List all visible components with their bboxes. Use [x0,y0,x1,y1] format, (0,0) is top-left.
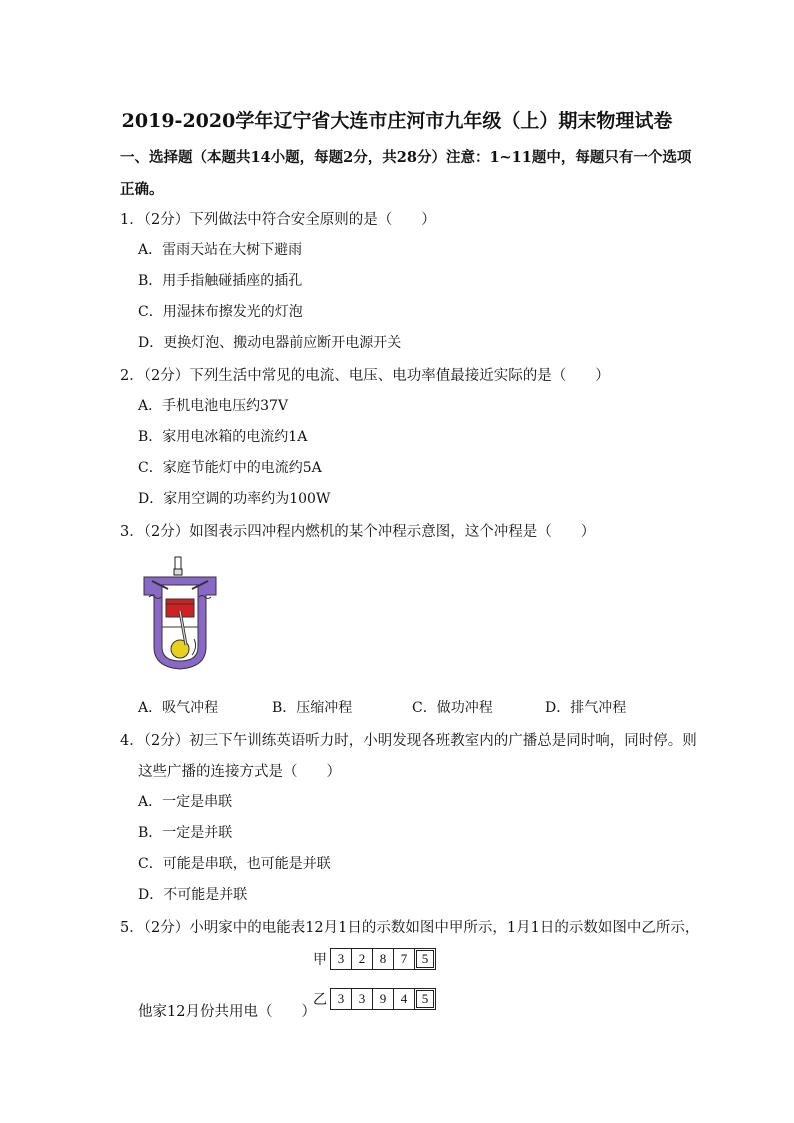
q2-option-d: D．家用空调的功率约为100W [138,491,331,507]
q1-option-a: A．雷雨天站在大树下避雨 [138,242,303,258]
q1-option-b: B．用手指触碰插座的插孔 [138,273,303,289]
meter-decimal-digit: 5 [414,988,436,1010]
q3-option-c: C．做功冲程 [412,700,493,716]
meter-label: 乙 [313,992,327,1008]
question-2-stem: 2．（2分）下列生活中常见的电流、电压、电功率值最接近实际的是（ ） [120,368,610,384]
q2-option-b: B．家用电冰箱的电流约1A [138,429,308,445]
meter-yi [313,988,436,1010]
section-heading: 一、选择题（本题共14小题，每题2分，共28分）注意：1~11题中，每题只有一个选项 [120,149,692,166]
q3-option-a: A．吸气冲程 [138,700,219,716]
meter-digit: 4 [393,988,415,1010]
q4-option-a: A．一定是串联 [138,794,233,810]
question-5-stem: 5．（2分）小明家中的电能表12月1日的示数如图中甲所示，1月1日的示数如图中乙所示， [120,920,700,936]
meter-digit: 3 [330,948,352,970]
question-3-stem: 3．（2分）如图表示四冲程内燃机的某个冲程示意图，这个冲程是（ ） [120,524,596,540]
q2-option-a: A．手机电池电压约37V [138,398,289,414]
q2-option-c: C．家庭节能灯中的电流约5A [138,460,322,476]
q4-option-d: D．不可能是并联 [138,887,248,903]
meter-digit: 3 [330,988,352,1010]
meter-digit: 2 [351,948,373,970]
meter-label: 甲 [313,952,327,968]
section-heading-cont: 正确。 [120,181,164,198]
paper-title: 2019-2020学年辽宁省大连市庄河市九年级（上）期末物理试卷 [121,110,673,132]
question-5-stem-cont: 他家12月份共用电（ ） [138,1004,316,1020]
meter-digit: 3 [351,988,373,1010]
meter-digit: 9 [372,988,394,1010]
q4-option-c: C．可能是串联，也可能是并联 [138,856,331,872]
q3-option-d: D．排气冲程 [545,700,627,716]
question-1-stem: 1．（2分）下列做法中符合安全原则的是（ ） [120,212,436,228]
meter-decimal-digit: 5 [414,948,436,970]
q1-option-c: C．用湿抹布擦发光的灯泡 [138,304,303,320]
q1-option-d: D．更换灯泡、搬动电器前应断开电源开关 [138,335,402,351]
meter-digit: 7 [393,948,415,970]
meter-jia [313,948,436,970]
meter-digit: 8 [372,948,394,970]
q3-option-b: B．压缩冲程 [272,700,353,716]
engine-stroke-diagram [140,555,220,675]
q4-option-b: B．一定是并联 [138,825,233,841]
question-4-stem: 4．（2分）初三下午训练英语听力时，小明发现各班教室内的广播总是同时响，同时停。则 [120,733,697,749]
question-4-stem-cont: 这些广播的连接方式是（ ） [138,764,341,780]
